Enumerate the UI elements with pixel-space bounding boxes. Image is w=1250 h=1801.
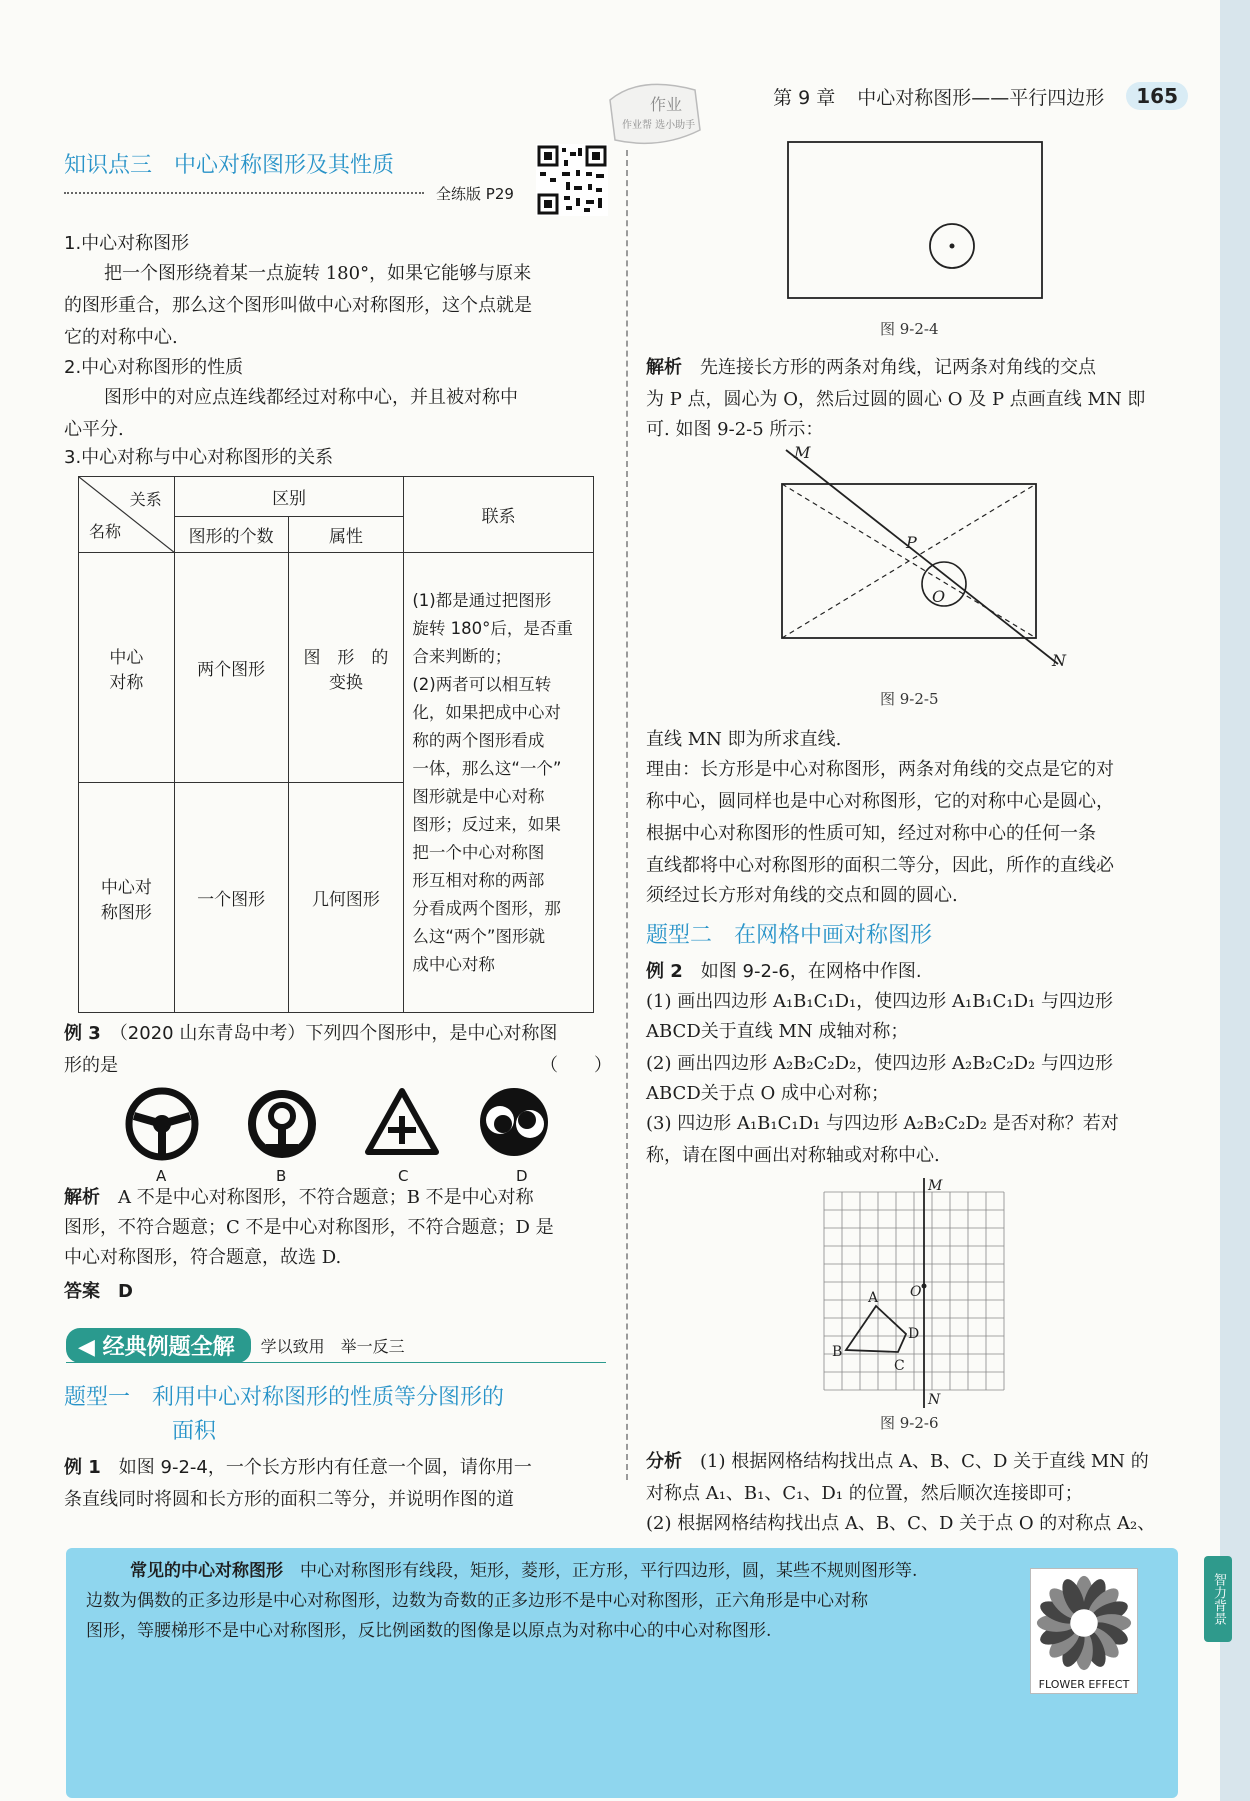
link-line: 分看成两个图形，那 (412, 898, 561, 918)
relation-table (78, 476, 594, 1013)
megaphone-icon: ◀ (78, 1334, 103, 1360)
badge-main-text: 经典例题全解 (102, 1334, 235, 1360)
para-3-heading: 3.中心对称与中心对称图形的关系 (64, 447, 334, 468)
analysis-1-line-3: 可. 如图 9-2-5 所示： (646, 419, 824, 440)
tip-title: 常见的中心对称图形 (130, 1561, 283, 1581)
fig6-label-n: N (928, 1392, 941, 1408)
option-b-label: B (276, 1167, 287, 1185)
example-2-line-0 (646, 956, 922, 988)
example-3-line-2: 形的是 (64, 1055, 118, 1076)
para-1-heading: 1.中心对称图形 (64, 233, 190, 254)
para-2-line-2: 心平分. (64, 419, 124, 440)
example-2-line-1: (1) 画出四边形 A₁B₁C₁D₁，使四边形 A₁B₁C₁D₁ 与四边形 (646, 991, 1113, 1012)
section-ref: 全练版 P29 (436, 185, 514, 203)
table-corner-cell (79, 477, 175, 553)
answer-3-value: D (118, 1281, 133, 1302)
figure-9-2-6-caption: 图 9-2-6 (880, 1414, 939, 1432)
example-1-line-2: 条直线同时将圆和长方形的面积二等分，并说明作图的道 (64, 1489, 514, 1510)
row2-name-a: 中心对 (100, 877, 152, 898)
link-cell (404, 553, 594, 1013)
header-difference: 区别 (174, 477, 404, 517)
figure-9-2-5 (770, 444, 1070, 684)
row1-name (79, 553, 175, 783)
chapter-title: 中心对称图形——平行四边形 (857, 86, 1105, 109)
link-line: 把一个中心对称图 (412, 842, 545, 862)
header-attribute: 属性 (288, 517, 404, 553)
fig5-label-o: O (932, 587, 946, 606)
row2-name (79, 783, 175, 1013)
analysis-2-line-2: 对称点 A₁、B₁、C₁、D₁ 的位置，然后顺次连接即可； (646, 1483, 1083, 1504)
link-line: 称的两个图形看成 (412, 730, 545, 750)
figure-9-2-4-caption: 图 9-2-4 (880, 320, 939, 338)
tip-line-2: 边数为偶数的正多边形是中心对称图形，边数为奇数的正多边形不是中心对称图形，正六角形是中心对称 (86, 1591, 868, 1611)
figure-9-2-6-grid (816, 1172, 1028, 1412)
option-a-steering-wheel-icon (124, 1086, 200, 1162)
tip-line-1 (86, 1556, 1026, 1586)
analysis-1-label: 解析 (646, 357, 682, 378)
analysis-1-text-1: 先连接长方形的两条对角线，记两条对角线的交点 (700, 357, 1096, 378)
header-name: 名称 (89, 522, 122, 541)
option-c-triangle-plus-icon (364, 1086, 440, 1158)
analysis-3-line-1 (64, 1182, 534, 1214)
header-count: 图形的个数 (174, 517, 288, 553)
fig6-label-b: B (832, 1344, 843, 1360)
analysis-2-label: 分析 (646, 1451, 682, 1472)
row2-name-b: 称图形 (100, 902, 152, 923)
row2-count: 一个图形 (174, 783, 288, 1013)
tip-text (86, 1556, 1026, 1646)
row1-name-a: 中心 (109, 647, 144, 668)
example-3-source: （2020 山东青岛中考）下列四个图形中，是中心对称图 (118, 1023, 558, 1044)
analysis-3-label: 解析 (64, 1187, 100, 1208)
fig5-label-m: M (794, 444, 811, 462)
type-1-title-line-2: 面积 (172, 1419, 217, 1444)
option-b-railway-logo-icon (246, 1088, 318, 1162)
link-line: 一体，那么这“一个” (412, 758, 562, 778)
example-2-text-0: 如图 9-2-6，在网格中作图. (700, 961, 922, 982)
analysis-2-text-1: (1) 根据网格结构找出点 A、B、C、D 关于直线 MN 的 (700, 1451, 1149, 1472)
fig6-label-a: A (868, 1290, 879, 1306)
reason-line-4: 直线都将中心对称图形的面积二等分，因此，所作的直线必 (646, 855, 1114, 876)
row1-count: 两个图形 (174, 553, 288, 783)
figure-9-2-5-caption: 图 9-2-5 (880, 690, 939, 708)
example-2-line-2: ABCD关于直线 MN 成轴对称； (646, 1021, 909, 1042)
fig6-label-m: M (928, 1178, 943, 1194)
link-line: 形互相对称的两部 (412, 870, 545, 890)
stamp-text-1: 作业 (650, 95, 683, 114)
flower-logo-label: FLOWER EFFECT (1030, 1676, 1138, 1694)
analysis-3-text-1: A 不是中心对称图形，不符合题意；B 不是中心对称 (118, 1187, 534, 1208)
analysis-2-line-3: (2) 根据网格结构找出点 A、B、C、D 关于点 O 的对称点 A₂、 (646, 1513, 1156, 1534)
badge-underline (66, 1362, 606, 1363)
tip-text-1: 中心对称图形有线段，矩形，菱形，正方形，平行四边形，圆，某些不规则图形等. (300, 1561, 918, 1581)
link-line: (1)都是通过把图形 (412, 590, 552, 610)
para-1-line-2: 的图形重合，那么这个图形叫做中心对称图形，这个点就是 (64, 295, 532, 316)
row1-name-b: 对称 (109, 672, 144, 693)
type-2-title: 题型二 在网格中画对称图形 (646, 923, 933, 948)
example-2-line-5: (3) 四边形 A₁B₁C₁D₁ 与四边形 A₂B₂C₂D₂ 是否对称？若对 (646, 1113, 1119, 1134)
stamp-seal (600, 70, 710, 160)
figure-9-2-4 (786, 140, 1046, 302)
example-1-text-1: 如图 9-2-4，一个长方形内有任意一个圆，请你用一 (118, 1457, 532, 1478)
page-header (773, 82, 1188, 110)
conclusion: 直线 MN 即为所求直线. (646, 729, 842, 750)
example-2-label: 例 2 (646, 961, 683, 982)
example-2-line-6: 称，请在图中画出对称轴或对称中心. (646, 1145, 940, 1166)
analysis-2-line-1 (646, 1446, 1149, 1478)
chapter-label: 第 9 章 (773, 86, 836, 109)
flower-logo-icon (1030, 1568, 1138, 1678)
link-line: (2)两者可以相互转 (412, 674, 552, 694)
example-3-label: 例 3 (64, 1023, 101, 1044)
link-line: 图形就是中心对称 (412, 786, 545, 806)
reason-line-3: 根据中心对称图形的性质可知，经过对称中心的任何一条 (646, 823, 1096, 844)
page-edge (1220, 0, 1250, 1801)
para-2-line-1: 图形中的对应点连线都经过对称中心，并且被对称中 (104, 387, 518, 408)
section-badge (66, 1330, 405, 1360)
example-1-line-1 (64, 1452, 532, 1484)
link-line: 么这“两个”图形就 (412, 926, 545, 946)
row1-attr-b: 变换 (328, 672, 363, 693)
fig6-label-c: C (894, 1358, 905, 1374)
dotted-leader (64, 192, 424, 194)
qr-code-icon[interactable] (536, 144, 608, 216)
link-line: 成中心对称 (412, 954, 495, 974)
answer-paren: （ ） (540, 1055, 612, 1076)
answer-3 (64, 1276, 133, 1308)
fig5-label-n: N (1052, 651, 1066, 670)
analysis-1-line-1 (646, 352, 1096, 384)
type-1-title-line-1: 题型一 利用中心对称图形的性质等分图形的 (64, 1385, 505, 1410)
analysis-1-line-2: 为 P 点，圆心为 O，然后过圆的圆心 O 及 P 点画直线 MN 即 (646, 389, 1146, 410)
example-1-label: 例 1 (64, 1457, 101, 1478)
option-a-label: A (156, 1167, 167, 1185)
header-relation: 关系 (129, 490, 162, 509)
row1-attribute (288, 553, 404, 783)
option-c-label: C (398, 1167, 409, 1185)
reason-line-5: 须经过长方形对角线的交点和圆的圆心. (646, 885, 958, 906)
analysis-3-line-3: 中心对称图形，符合题意，故选 D. (64, 1247, 342, 1268)
section-title-3: 知识点三 中心对称图形及其性质 (64, 153, 395, 178)
row1-attr-a: 图 形 的 (303, 647, 389, 668)
page-number: 165 (1126, 82, 1188, 110)
column-divider (626, 150, 628, 1480)
option-d-label: D (516, 1167, 528, 1185)
para-2-heading: 2.中心对称图形的性质 (64, 357, 244, 378)
fig6-label-d: D (908, 1326, 920, 1342)
example-2-line-3: (2) 画出四边形 A₂B₂C₂D₂，使四边形 A₂B₂C₂D₂ 与四边形 (646, 1053, 1113, 1074)
answer-3-label: 答案 (64, 1281, 100, 1302)
link-line: 化，如果把成中心对 (412, 702, 561, 722)
badge-sub: 学以致用 举一反三 (260, 1336, 405, 1356)
link-line: 旋转 180°后，是否重 (412, 618, 573, 638)
side-tab: 智力背景 (1204, 1556, 1232, 1642)
example-2-line-4: ABCD关于点 O 成中心对称； (646, 1083, 889, 1104)
header-link: 联系 (404, 477, 594, 553)
link-line: 图形；反过来，如果 (412, 814, 561, 834)
para-1-line-3: 它的对称中心. (64, 327, 178, 348)
tip-line-3: 图形，等腰梯形不是中心对称图形，反比例函数的图像是以原点为对称中心的中心对称图形. (86, 1621, 772, 1641)
fig6-label-o: O (910, 1284, 922, 1300)
fig5-label-p: P (906, 533, 917, 552)
row2-attribute: 几何图形 (288, 783, 404, 1013)
reason-line-1: 理由：长方形是中心对称图形，两条对角线的交点是它的对 (646, 759, 1114, 780)
badge-main (66, 1328, 251, 1363)
link-line: 合来判断的； (412, 646, 512, 666)
reason-line-2: 称中心，圆同样也是中心对称图形，它的对称中心是圆心， (646, 791, 1114, 812)
example-3-line-1 (64, 1018, 557, 1050)
stamp-text-2: 作业帮 选小助手 (622, 120, 696, 131)
para-1-line-1: 把一个图形绕着某一点旋转 180°，如果它能够与原来 (104, 263, 532, 284)
analysis-3-line-2: 图形，不符合题意；C 不是中心对称图形，不符合题意；D 是 (64, 1217, 554, 1238)
option-d-yin-yang-icon (476, 1084, 552, 1160)
